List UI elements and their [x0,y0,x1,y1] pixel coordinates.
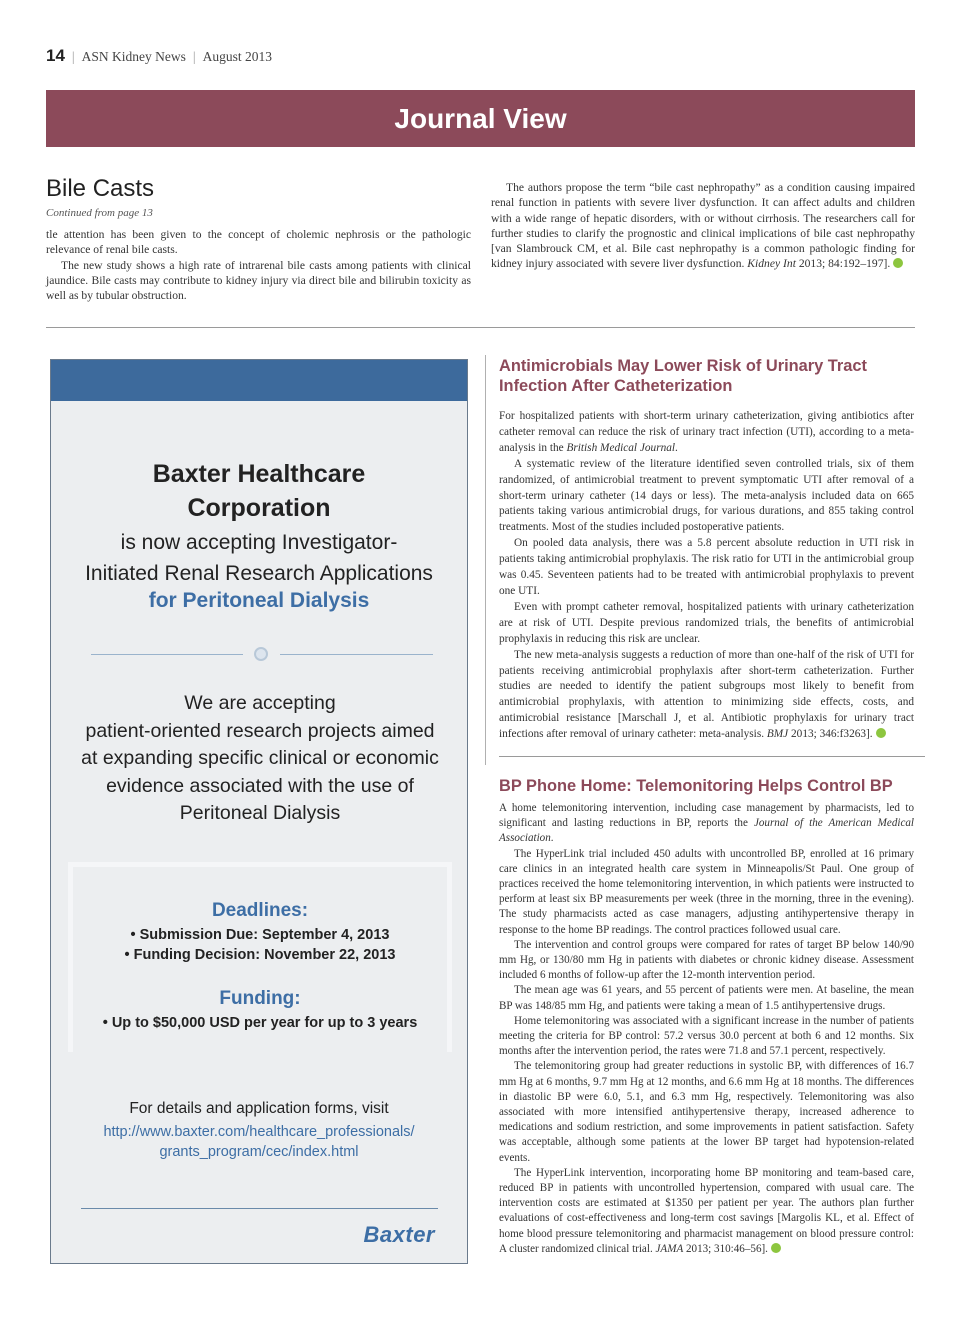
end-mark-icon [876,728,886,738]
article-paragraph: A home telemonitoring intervention, including case management by pharmacists, led to significant and lasting reductions in BP, reports the Journal of the American Medical Association. [499,802,914,845]
deadline-item: • Submission Due: September 4, 2013 [130,927,390,943]
article-paragraph: The authors propose the term “bile cast nephropathy” as a condition causing impaired renal function in patients with severe liver dysfunction. It can affect adults and children with a wide range of hepatic disorders, with or without cirrhosis. The researchers call for further studies to clarify the prognostic and clinical implications of bile cast nephropathy [van Slambrouck CM, et al. Bile cast nephropathy is a common pathologic finding for kidney injury associated with severe liver dysfunction. Kidney Int 2013; 84:192–197]. [491,181,915,271]
ad-url-link[interactable]: http://www.baxter.com/healthcare_professionals/ grants_program/cec/index.html [103,1124,415,1160]
article-title: BP Phone Home: Telemonitoring Helps Control BP [499,777,893,795]
baxter-advertisement [50,359,468,1264]
section-banner [46,90,915,147]
bile-casts-article-right [491,180,915,272]
article-paragraph: For hospitalized patients with short-term urinary catheterization, giving antibiotics after catheter removal can reduce the risk of urinary tract infection (UTI), according to a meta-analysis in the British Medical Journal. [499,410,914,454]
ad-ornament-divider [91,647,433,661]
section-divider [46,327,915,328]
article-paragraph: The new study shows a high rate of intrarenal bile casts among patients with clinical jaundice. Bile casts may contribute to kidney injury via direct bile and bilirubin toxicity as well as by tubular obstruction. [46,258,471,303]
article-paragraph: The telemonitoring group had greater reductions in systolic BP, with differences of 16.7 mm Hg at 6 months, 9.7 mm Hg at 12 months, and 6.6 mm Hg at 18 months. The differences in diastolic BP were 6.0, 5.1, and 6.3 mm Hg, respectively. Telemonitoring was also associated with more intensified antihypertensive therapy, increased adherence to medications and sodium restriction, and some improvements in patient satisfaction. Safety was acceptable, although some patients at the lower BP target had hypotension-related events. [499,1060,914,1164]
bile-casts-article-left [46,172,471,303]
article-paragraph: The HyperLink trial included 450 adults with uncontrolled BP, enrolled at 16 primary care clinics in an integrated health care system in Minneapolis/St Paul. One group of practices received the home telemonitoring intervention, in which patients were instructed to perform at least six BP measurements per week (three in the morning, three in the evening). The study pharmacists acted as case managers, adjusting antihypertensive therapy in response to the home BP readings. The control practices followed usual care. [499,847,914,936]
section-title: Journal View [394,102,567,134]
header-separator: | [192,49,196,64]
article-paragraph: The intervention and control groups were compared for rates of target BP below 140/90 mm Hg, or 130/80 mm Hg in patients with diabetes or chronic kidney disease. Assessment included 6 months of follow-up after the 12-month intervention period. [499,938,914,982]
page-number: 14 [46,46,65,65]
ad-body-text: We are accepting patient-oriented research projects aimed at expanding specific clinical or economic evidence associated with the use of Peritoneal Dialysis [81,692,439,824]
column-divider [485,355,486,765]
article-paragraph: On pooled data analysis, there was a 5.8 percent absolute reduction in UTI risk in patients taking antimicrobial prophylaxis. The risk ratio for UTI in the antimicrobial group was 0.45. Seventeen patients had to be treated with antimicrobial prophylaxis to prevent one UTI. [499,537,914,597]
funding-title: Funding: [219,988,301,1009]
header-separator: | [71,49,75,64]
article-divider [499,756,925,757]
ad-highlight: for Peritoneal Dialysis [148,589,370,612]
article-paragraph: Home telemonitoring was associated with a significant increase in the number of patients meeting the criteria for BP control: 57.2 versus 30.0 percent at both 6 and 12 months. Six months after the intervention period, the rates were 71.8 and 57.1 percent, respectively. [499,1014,914,1058]
end-mark-icon [893,258,903,268]
antimicrobials-article [499,356,914,743]
ad-subheading: is now accepting Investigator- Initiated Renal Research Applications [85,531,433,585]
ad-heading: Baxter Healthcare Corporation [152,460,366,522]
deadline-item: • Funding Decision: November 22, 2013 [124,947,396,963]
article-paragraph: The HyperLink intervention, incorporating home BP monitoring and team-based care, reduced BP in patients with uncontrolled hypertension, compared with usual care. The intervention costs are estimated at $1350 per patient per year. The authors plan further evaluations of cost-effectiveness and long-term cost savings [Margolis KL, et al. Effect of home blood pressure telemonitoring and pharmacist management on blood pressure control: A cluster randomized clinical trial. JAMA 2013; 310:46–56]. [499,1166,914,1255]
baxter-logo: Baxter [363,1222,435,1247]
article-paragraph: tle attention has been given to the concept of cholemic nephrosis or the pathologic relevance of renal bile casts. [46,228,471,257]
article-paragraph: A systematic review of the literature identified seven controlled trials, six of them randomized, of antimicrobial treatment to prevent symptomatic UTI after removal of a short-term urinary catheter (14 days or less). The meta-analysis included data on 665 patients taking various antimicrobial drugs, for various durations, and 855 taking control treatments. Most of the studies included postoperative patients. [499,457,914,534]
article-paragraph: Even with prompt catheter removal, hospitalized patients with urinary catheterization are at risk of UTI. Despite previous randomized trials, the benefits of antimicrobial prophylaxis in reducing this risk are unclear. [499,600,914,645]
ad-info-box [68,862,452,1052]
funding-item: • Up to $50,000 USD per year for up to 3 years [102,1015,418,1031]
page-header [46,46,272,66]
article-paragraph: The mean age was 61 years, and 55 percent of patients were men. At baseline, the mean BP was 148/85 mm Hg, and patients were taking a mean of 1.5 antihypertensive drugs. [499,984,914,1012]
end-mark-icon [771,1243,781,1253]
article-title: Bile Casts [46,175,155,202]
article-paragraph: The new meta-analysis suggests a reduction of more than one-half of the risk of UTI for patients receiving antimicrobial prophylaxis after short-term catheterization. Further studies are needed to identify the patient subgroups most likely to benefit from antimicrobial prophylaxis, with attention to minimizing side effects, costs, and antimicrobial resistance [Marschall J, et al. Antibiotic prophylaxis for urinary tract infections after removal of urinary catheter: meta-analysis. BMJ 2013; 346:f3263]. [499,648,914,741]
issue-date: August 2013 [202,49,272,64]
ad-header-band [51,360,467,401]
ad-details-text: For details and application forms, visit [129,1100,389,1117]
ad-footer-rule [81,1208,438,1209]
deadlines-title: Deadlines: [211,900,309,921]
continued-from-note: Continued from page 13 [46,207,153,219]
publication-name: ASN Kidney News [81,49,186,64]
article-title: Antimicrobials May Lower Risk of Urinary Tract Infection After Catheterization [499,357,867,395]
bp-phone-home-article [499,776,914,1257]
ornament-circle-icon [254,647,268,661]
